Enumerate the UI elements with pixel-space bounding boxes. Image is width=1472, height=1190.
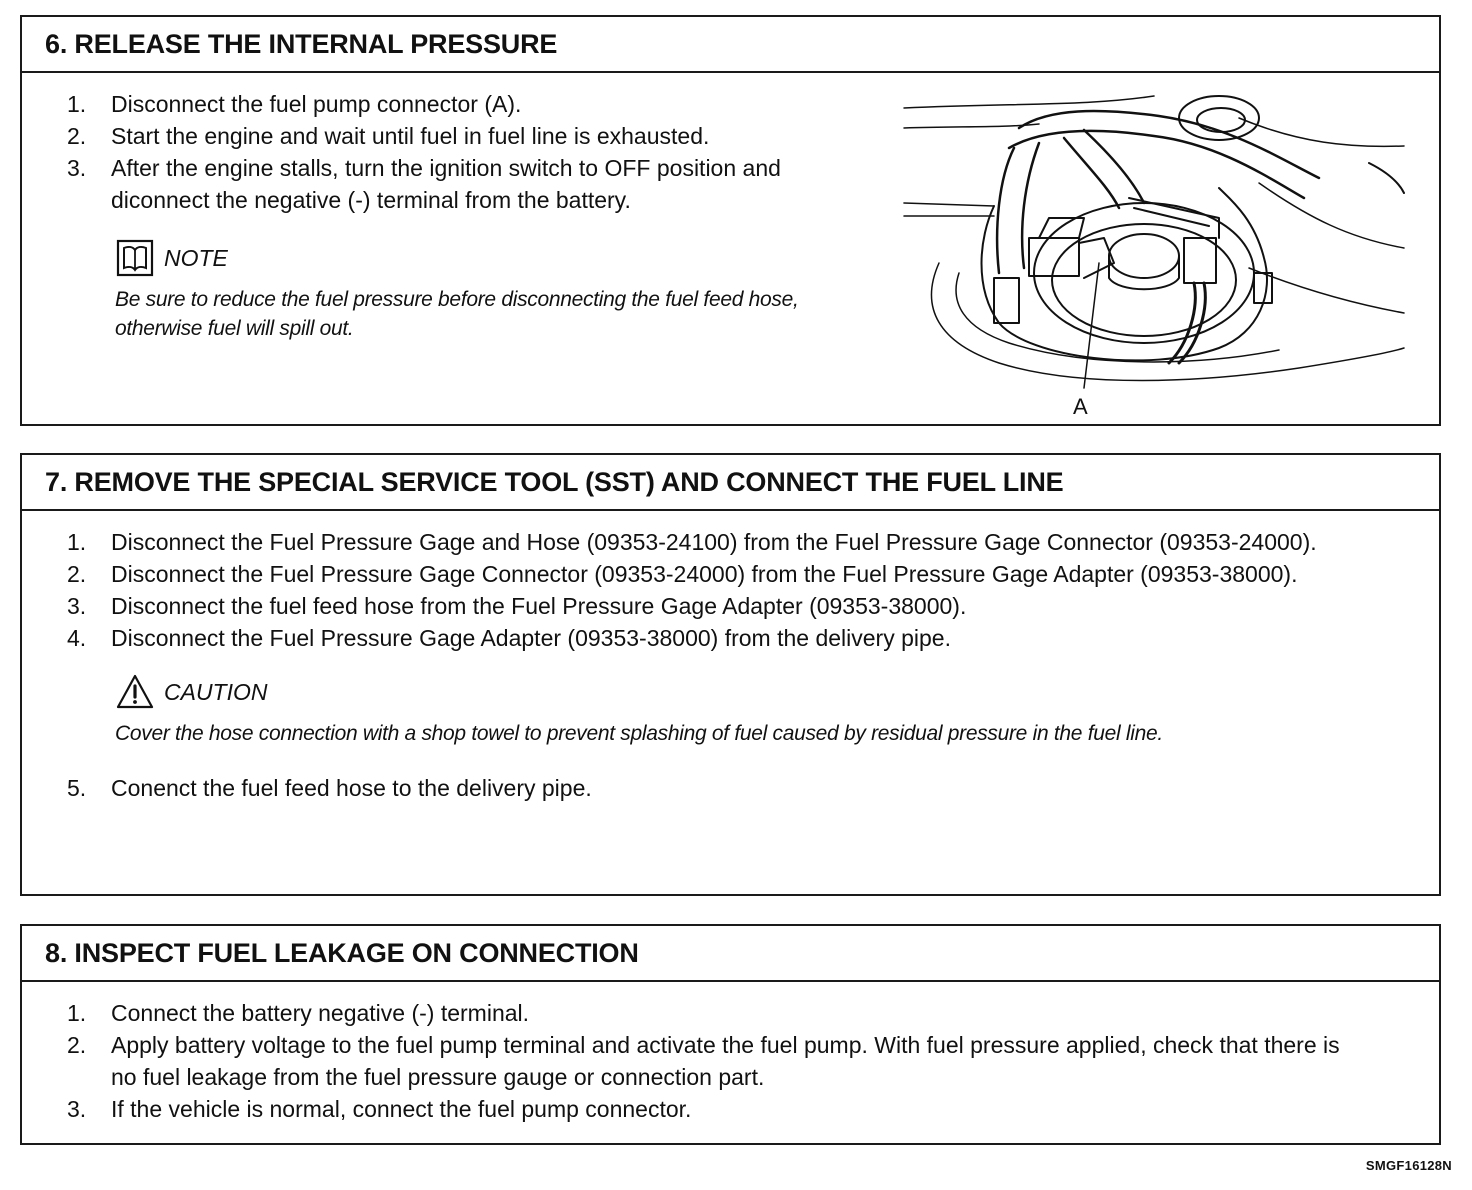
section-header	[22, 17, 1439, 73]
figure-code: SMGF16128N	[1365, 1158, 1452, 1173]
list-item: 2. Disconnect the Fuel Pressure Gage Connector (09353-24000) from the Fuel Pressure Gage Adapter (09353-38000).	[67, 561, 1298, 587]
list-item: 1. Disconnect the fuel pump connector (A).	[67, 91, 522, 117]
section-header	[22, 455, 1439, 511]
section-title: 7. REMOVE THE SPECIAL SERVICE TOOL (SST) AND CONNECT THE FUEL LINE	[45, 466, 1064, 497]
caution-label: CAUTION	[164, 678, 268, 705]
figure-callout-label: A	[1073, 394, 1088, 418]
list-item: 2. Apply battery voltage to the fuel pump terminal and activate the fuel pump. With fuel pressure applied, check that there is no fuel leakage from the fuel pressure gauge or connection part.	[67, 1032, 1340, 1090]
list-item: 3. Disconnect the fuel feed hose from the Fuel Pressure Gage Adapter (09353-38000).	[67, 593, 967, 619]
section-remove-sst	[20, 453, 1441, 896]
step-list-continued	[22, 772, 1439, 804]
caution-text: Cover the hose connection with a shop towel to prevent splashing of fuel caused by residual pressure in the fuel line.	[115, 722, 1163, 745]
step-list	[22, 526, 1362, 654]
section-title: 8. INSPECT FUEL LEAKAGE ON CONNECTION	[45, 937, 639, 968]
caution-block	[115, 672, 1439, 748]
section-body	[22, 511, 1439, 804]
note-block	[115, 238, 885, 343]
list-item: 3. If the vehicle is normal, connect the fuel pump connector.	[67, 1096, 692, 1122]
list-item: 4. Disconnect the Fuel Pressure Gage Adapter (09353-38000) from the delivery pipe.	[67, 625, 951, 651]
warning-triangle-icon	[115, 672, 155, 712]
note-label: NOTE	[164, 244, 228, 271]
section-title: 6. RELEASE THE INTERNAL PRESSURE	[45, 28, 558, 59]
book-icon	[115, 238, 155, 278]
note-text: Be sure to reduce the fuel pressure before disconnecting the fuel feed hose, otherwise fuel will spill out.	[115, 288, 799, 340]
list-item: 1. Connect the battery negative (-) terminal.	[67, 1000, 530, 1026]
step-list	[22, 997, 1352, 1125]
list-item: 2. Start the engine and wait until fuel in fuel line is exhausted.	[67, 123, 710, 149]
section-release-pressure	[20, 15, 1441, 426]
list-item: 1. Disconnect the Fuel Pressure Gage and Hose (09353-24100) from the Fuel Pressure Gage Connector (09353-24000).	[67, 529, 1317, 555]
step-list	[22, 88, 822, 216]
caution-header	[115, 672, 1439, 712]
note-header	[115, 238, 885, 278]
section-body	[22, 982, 1439, 1125]
list-item: 5. Conenct the fuel feed hose to the delivery pipe.	[67, 775, 592, 801]
list-item: 3. After the engine stalls, turn the ignition switch to OFF position and diconnect the negative (-) terminal from the battery.	[67, 155, 781, 213]
section-body	[22, 73, 1439, 418]
fuel-pump-illustration	[899, 88, 1409, 418]
section-inspect-leakage	[20, 924, 1441, 1145]
section-header	[22, 926, 1439, 982]
